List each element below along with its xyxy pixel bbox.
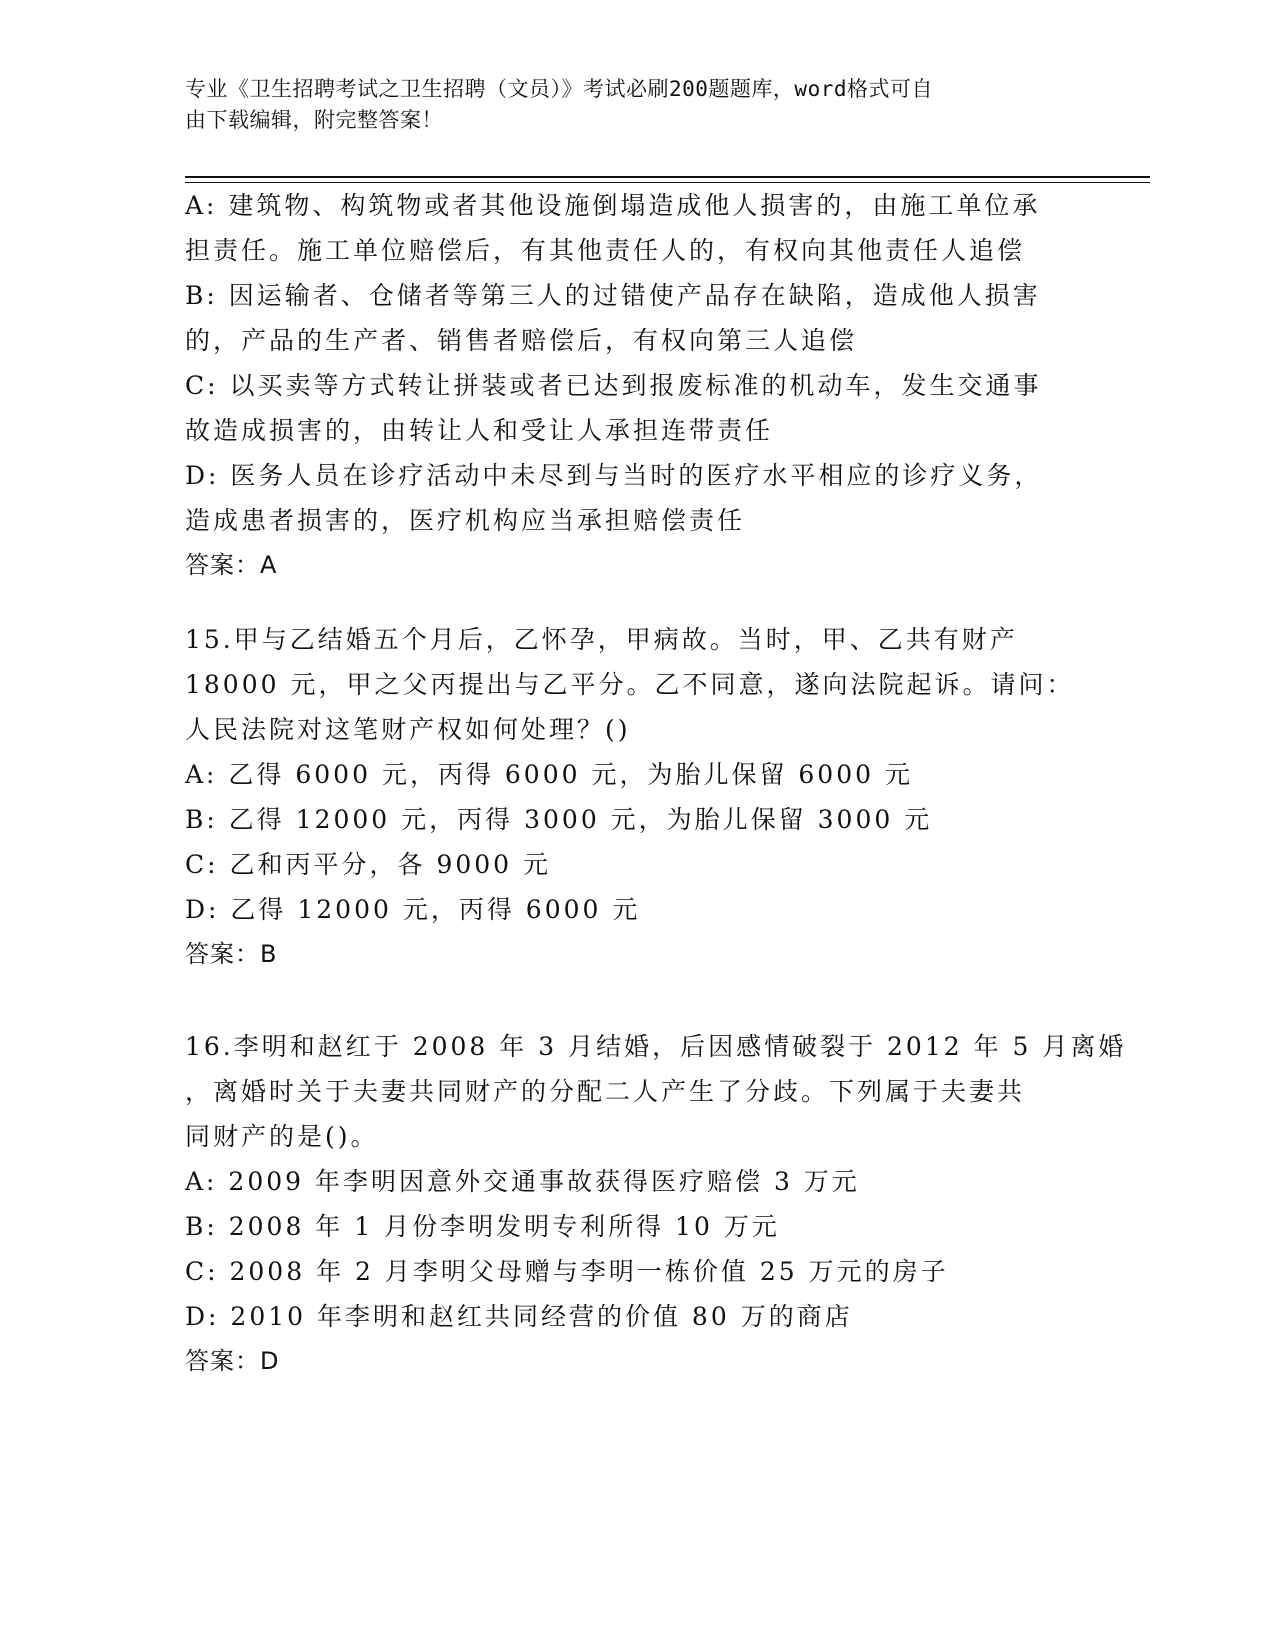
option-line: A: 建筑物、构筑物或者其他设施倒塌造成他人损害的，由施工单位承	[185, 191, 1041, 220]
option-line: 担责任。施工单位赔偿后，有其他责任人的，有权向其他责任人追偿	[185, 236, 1026, 265]
option-line: D: 乙得 12000 元，丙得 6000 元	[185, 895, 641, 924]
question-14	[185, 183, 1085, 588]
option-line: B: 2008 年 1 月份李明发明专利所得 10 万元	[185, 1212, 780, 1241]
question-text: 18000 元，甲之父丙提出与乙平分。乙不同意，遂向法院起诉。请问：	[185, 670, 1075, 699]
question-text: 15.甲与乙结婚五个月后，乙怀孕，甲病故。当时，甲、乙共有财产	[185, 625, 1018, 654]
question-text: ，离婚时关于夫妻共同财产的分配二人产生了分歧。下列属于夫妻共	[185, 1077, 1026, 1106]
option-line: C: 2008 年 2 月李明父母赠与李明一栋价值 25 万元的房子	[185, 1257, 949, 1286]
question-text: 16.李明和赵红于 2008 年 3 月结婚，后因感情破裂于 2012 年 5 月离婚	[185, 1032, 1127, 1061]
question-text: 同财产的是()。	[185, 1122, 379, 1151]
option-line: D: 2010 年李明和赵红共同经营的价值 80 万的商店	[185, 1302, 853, 1331]
header-line: 专业《卫生招聘考试之卫生招聘（文员）》考试必刷200题题库，word格式可自	[185, 77, 933, 101]
option-line: D: 医务人员在诊疗活动中未尽到与当时的医疗水平相应的诊疗义务，	[185, 461, 1043, 490]
header-divider	[185, 176, 1150, 178]
option-line: B: 因运输者、仓储者等第三人的过错使产品存在缺陷，造成他人损害	[185, 281, 1041, 310]
option-line: 故造成损害的，由转让人和受让人承担连带责任	[185, 416, 774, 445]
answer-line: 答案：A	[185, 551, 278, 579]
question-text: 人民法院对这笔财产权如何处理？()	[185, 715, 631, 744]
option-line: 的，产品的生产者、销售者赔偿后，有权向第三人追偿	[185, 326, 858, 355]
option-line: A: 乙得 6000 元，丙得 6000 元，为胎儿保留 6000 元	[185, 760, 913, 789]
question-16	[185, 1024, 1127, 1384]
option-line: 造成患者损害的，医疗机构应当承担赔偿责任	[185, 506, 746, 535]
option-line: C: 乙和丙平分，各 9000 元	[185, 850, 552, 879]
option-line: A: 2009 年李明因意外交通事故获得医疗赔偿 3 万元	[185, 1167, 860, 1196]
option-line: C: 以买卖等方式转让拼装或者已达到报废标准的机动车，发生交通事	[185, 371, 1042, 400]
header-line: 由下载编辑，附完整答案！	[185, 108, 443, 132]
answer-line: 答案：B	[185, 940, 278, 968]
document-header	[185, 74, 1065, 136]
answer-line: 答案：D	[185, 1347, 280, 1375]
question-15	[185, 617, 1085, 977]
option-line: B: 乙得 12000 元，丙得 3000 元，为胎儿保留 3000 元	[185, 805, 933, 834]
